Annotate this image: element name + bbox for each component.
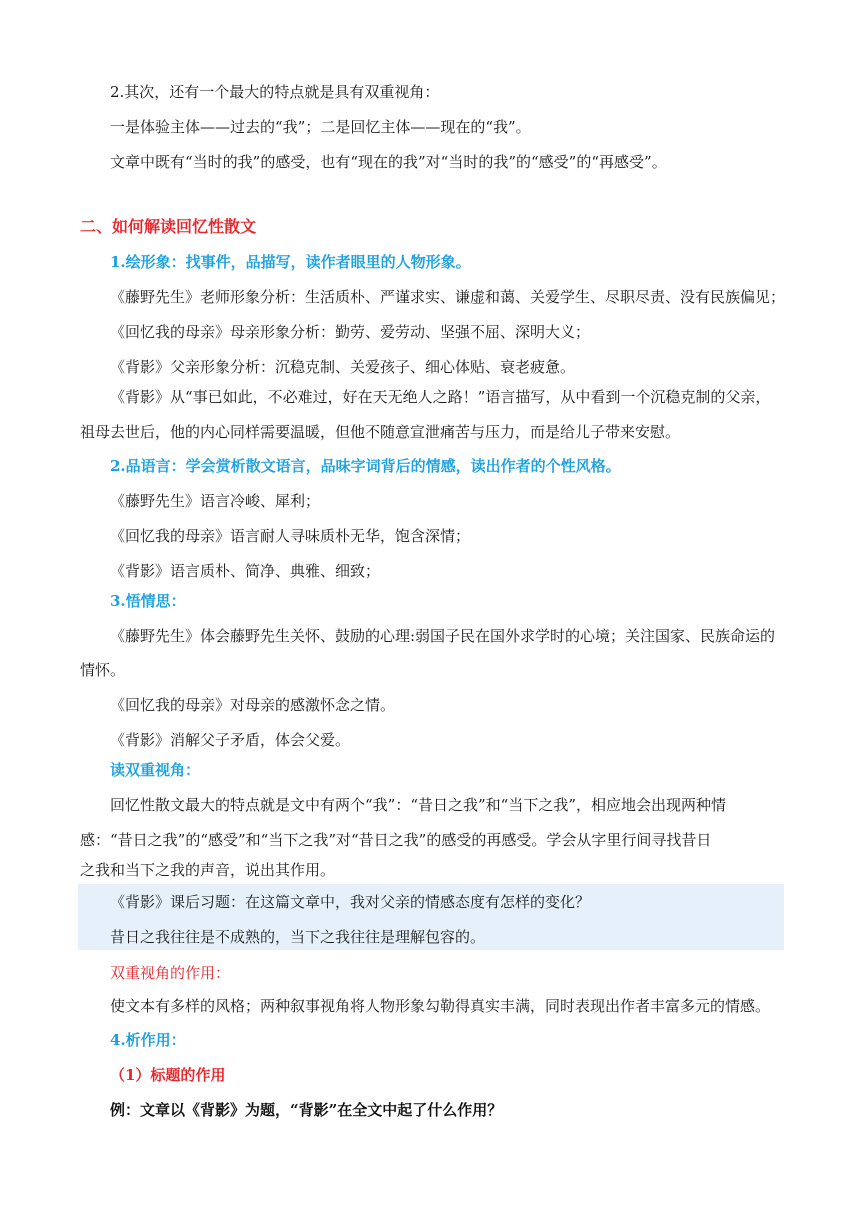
emotion-line: 《背影》消解父子矛盾，体会父爱。 — [110, 731, 351, 749]
exercise-answer: 昔日之我往往是不成熟的，当下之我往往是理解包容的。 — [110, 928, 486, 946]
analysis-line: 《背影》父亲形象分析：沉稳克制、关爱孩子、细心体贴、衰老疲惫。 — [110, 358, 576, 376]
example-question: 例：文章以《背影》为题，“背影”在全文中起了什么作用？ — [110, 1101, 503, 1119]
paragraph-two-subjects: 一是体验主体——过去的“我”；二是回忆主体——现在的“我”。 — [110, 118, 531, 136]
analysis-line: 《回忆我的母亲》母亲形象分析：勤劳、爱劳动、坚强不屈、深明大义； — [110, 323, 591, 341]
emotion-line: 《藤野先生》体会藤野先生关怀、鼓励的心理:弱国子民在国外求学时的心境；关注国家、民族命运的 — [110, 627, 776, 645]
language-line: 《背影》语言质朴、简净、典雅、细致； — [110, 562, 381, 580]
paragraph-line: 祖母去世后，他的内心同样需要温暖，但他不随意宣泄痛苦与压力，而是给儿子带来安慰。 — [80, 423, 681, 441]
function-text: 使文本有多样的风格；两种叙事视角将人物形象勾勒得真实丰满，同时表现出作者丰富多元的情感。 — [110, 997, 771, 1015]
analysis-line: 《藤野先生》老师形象分析：生活质朴、严谨求实、谦虚和蔼、关爱学生、尽职尽责、没有民族偏见； — [110, 288, 786, 306]
emotion-line: 《回忆我的母亲》对母亲的感激怀念之情。 — [110, 696, 396, 714]
title-function-heading: （1）标题的作用 — [110, 1066, 226, 1084]
paragraph-dual-perspective-intro: 2.其次，还有一个最大的特点就是具有双重视角： — [110, 83, 440, 101]
dual-paragraph-line: 回忆性散文最大的特点就是文中有两个“我”：“昔日之我”和“当下之我”，相应地会出现两种情 — [110, 796, 727, 814]
subheading-dual-perspective: 读双重视角： — [110, 761, 201, 779]
dual-paragraph-line: 感：“昔日之我”的“感受”和“当下之我”对“昔日之我”的感受的再感受。学会从字里行间寻找昔日 — [80, 831, 712, 849]
subheading-draw-image: 1.绘形象：找事件，品描写，读作者眼里的人物形象。 — [110, 253, 471, 271]
paragraph-line: 《背影》从“事已如此，不必难过，好在天无绝人之路！”语言描写，从中看到一个沉稳克制的父亲， — [110, 388, 771, 406]
subheading-language: 2.品语言：学会赏析散文语言，品味字词背后的情感，读出作者的个性风格。 — [110, 457, 621, 475]
emotion-line: 情怀。 — [80, 661, 126, 679]
function-heading: 双重视角的作用： — [110, 964, 231, 982]
language-line: 《藤野先生》语言冷峻、犀利； — [110, 492, 321, 510]
subheading-function-analysis: 4.析作用： — [110, 1031, 186, 1049]
exercise-question: 《背影》课后习题：在这篇文章中，我对父亲的情感态度有怎样的变化？ — [110, 893, 591, 911]
subheading-emotion: 3.悟情思： — [110, 592, 186, 610]
language-line: 《回忆我的母亲》语言耐人寻味质朴无华，饱含深情； — [110, 527, 471, 545]
section-heading: 二、如何解读回忆性散文 — [80, 217, 257, 236]
dual-paragraph-line: 之我和当下之我的声音，说出其作用。 — [80, 861, 336, 879]
paragraph-feelings: 文章中既有“当时的我”的感受，也有“现在的我”对“当时的我”的“感受”的“再感受”。 — [110, 153, 667, 171]
